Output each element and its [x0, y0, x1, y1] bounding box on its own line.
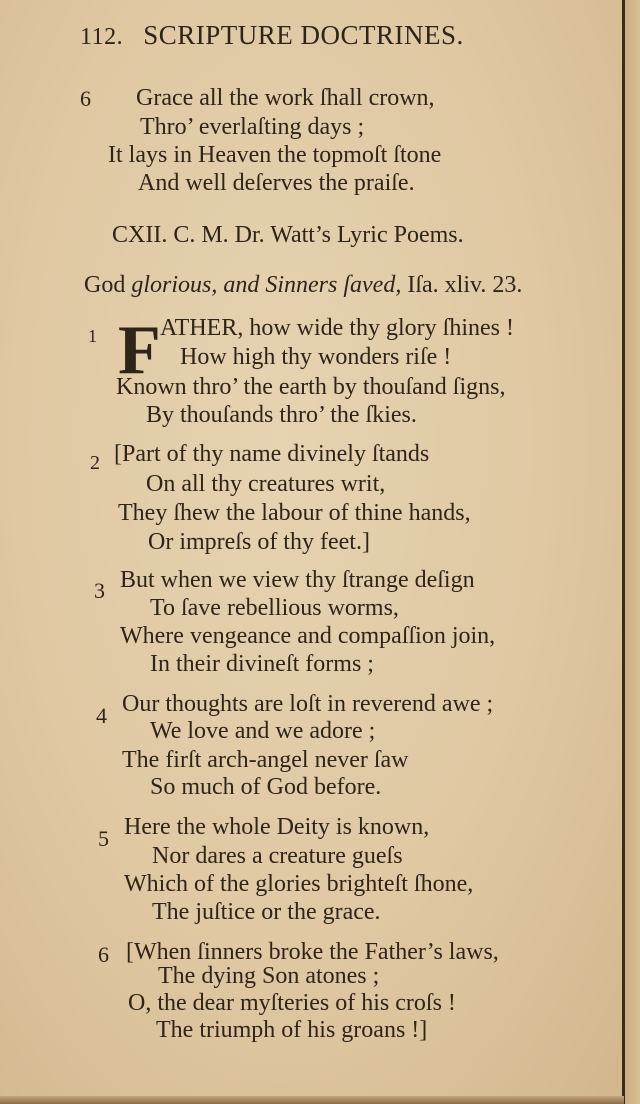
scripture-reference: Iſa. xliv. 23.	[401, 272, 523, 298]
hymn-subtitle	[84, 272, 522, 299]
verse-number: 6	[80, 86, 91, 111]
verse-line: So much of God before.	[150, 774, 382, 800]
verse-line: Here the whole Deity is known,	[124, 814, 430, 840]
running-header	[80, 20, 520, 51]
verse-number: 2	[90, 452, 100, 474]
adjacent-page-edge	[625, 0, 640, 1104]
verse-number: 6	[98, 942, 109, 967]
verse-line: By thouſands thro’ the ſkies.	[146, 402, 417, 428]
verse-line: O, the dear myſteries of his croſs !	[128, 990, 456, 1016]
verse-line: Grace all the work ſhall crown,	[136, 85, 435, 111]
verse-line: We love and we adore ;	[150, 718, 376, 744]
verse-line: [Part of thy name divinely ſtands	[114, 441, 430, 467]
verse-line: Nor dares a creature gueſs	[152, 843, 403, 869]
verse-line: In their divineſt forms ;	[150, 651, 374, 677]
page-bottom-shadow	[0, 1096, 624, 1104]
verse-line: [When ſinners broke the Father’s laws,	[126, 939, 499, 965]
verse-number: 1	[88, 326, 97, 346]
drop-cap: F	[118, 312, 161, 389]
verse-line: The juſtice or the grace.	[152, 899, 381, 925]
verse-line: On all thy creatures writ,	[146, 471, 386, 497]
verse-line: The firſt arch-angel never ſaw	[122, 747, 409, 773]
verse-number: 3	[94, 578, 105, 603]
verse-line: And well deſerves the praiſe.	[138, 170, 415, 196]
verse-number: 4	[96, 703, 107, 728]
subtitle-italic: glorious, and Sinners ſaved,	[131, 272, 402, 298]
verse-line: They ſhew the labour of thine hands,	[118, 500, 471, 526]
verse-line: Our thoughts are loſt in reverend awe ;	[122, 691, 494, 717]
verse-line: Where vengeance and compaſſion join,	[120, 623, 496, 649]
page-number: 112.	[80, 24, 124, 50]
verse-number: 5	[98, 826, 109, 851]
verse-line: How high thy wonders riſe !	[180, 344, 452, 370]
verse-line: The dying Son atones ;	[158, 963, 380, 989]
verse-line: Known thro’ the earth by thouſand ſigns,	[116, 374, 506, 400]
subtitle-text: God	[84, 272, 132, 298]
verse-line: Or impreſs of thy feet.]	[148, 529, 370, 555]
verse-line: The triumph of his groans !]	[156, 1017, 428, 1043]
hymn-title: CXII. C. M. Dr. Watt’s Lyric Poems.	[112, 222, 464, 248]
verse-line: It lays in Heaven the topmoſt ſtone	[108, 142, 442, 168]
verse-line: But when we view thy ſtrange deſign	[120, 567, 475, 593]
verse-line: Which of the glories brighteſt ſhone,	[124, 871, 474, 897]
running-title: SCRIPTURE DOCTRINES.	[143, 20, 464, 50]
verse-line: To ſave rebellious worms,	[150, 595, 399, 621]
verse-line: Thro’ everlaſting days ;	[140, 114, 365, 140]
verse-line: ATHER, how wide thy glory ſhines !	[160, 315, 514, 341]
